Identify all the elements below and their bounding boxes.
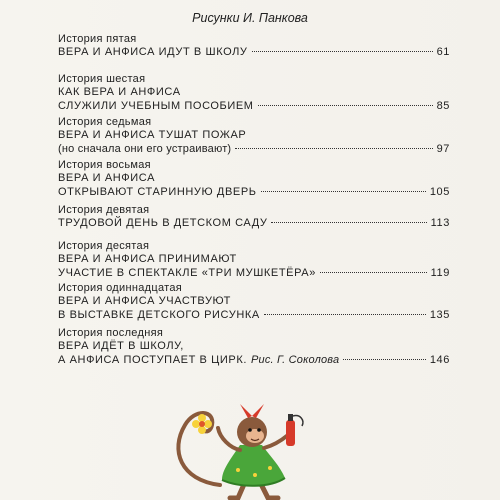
story-title: А АНФИСА ПОСТУПАЕТ В ЦИРК. xyxy=(58,353,247,366)
story-title: ВЕРА И АНФИСА xyxy=(58,172,156,184)
leader-dots xyxy=(264,314,426,315)
story-title: В ВЫСТАВКЕ ДЕТСКОГО РИСУНКА xyxy=(58,308,260,321)
page-number: 105 xyxy=(429,185,450,198)
story-title-line xyxy=(58,253,450,267)
leader-dots xyxy=(235,148,432,149)
story-title-line xyxy=(58,354,450,368)
story-title-line xyxy=(58,172,450,186)
story-title: ВЕРА ИДЁТ В ШКОЛУ, xyxy=(58,340,184,352)
story-number: История девятая xyxy=(58,204,150,216)
story-title-line xyxy=(58,217,450,231)
page-number: 85 xyxy=(436,99,450,112)
toc-entry[interactable] xyxy=(58,240,450,280)
story-title: КАК ВЕРА И АНФИСА xyxy=(58,86,181,98)
page-number: 135 xyxy=(429,308,450,321)
story-title-line xyxy=(58,86,450,100)
story-title-line xyxy=(58,129,450,143)
page-number: 119 xyxy=(430,266,450,279)
leader-dots xyxy=(258,105,433,106)
story-number: История восьмая xyxy=(58,159,151,171)
story-title: ВЕРА И АНФИСА ИДУТ В ШКОЛУ xyxy=(58,46,248,58)
story-title: ВЕРА И АНФИСА ПРИНИМАЮТ xyxy=(58,253,237,265)
story-title-line xyxy=(58,295,450,309)
story-title-line xyxy=(58,340,450,354)
page-number: 146 xyxy=(429,353,450,366)
leader-dots xyxy=(271,222,426,223)
story-title-line xyxy=(58,46,450,60)
story-number: История седьмая xyxy=(58,116,152,128)
story-number: История одиннадцатая xyxy=(58,282,183,294)
story-title-line xyxy=(58,143,450,157)
story-number: История десятая xyxy=(58,240,150,252)
story-title: ОТКРЫВАЮТ СТАРИННУЮ ДВЕРЬ xyxy=(58,185,257,198)
toc-entry[interactable] xyxy=(58,159,450,199)
toc-entry[interactable] xyxy=(58,204,450,231)
page-number: 97 xyxy=(436,142,450,155)
story-number: История шестая xyxy=(58,73,146,85)
toc-entry[interactable] xyxy=(58,282,450,322)
toc-entry[interactable] xyxy=(58,73,450,113)
illustrator-credit: Рисунки И. Панкова xyxy=(192,11,308,25)
story-title: СЛУЖИЛИ УЧЕБНЫМ ПОСОБИЕМ xyxy=(58,99,254,112)
story-title: УЧАСТИЕ В СПЕКТАКЛЕ «ТРИ МУШКЕТЁРА» xyxy=(58,266,316,279)
story-title-line xyxy=(58,100,450,114)
story-number: История последняя xyxy=(58,327,164,339)
page-number: 61 xyxy=(436,46,450,58)
story-title: ВЕРА И АНФИСА УЧАСТВУЮТ xyxy=(58,295,231,307)
leader-dots xyxy=(252,51,433,52)
story-title-line xyxy=(58,309,450,323)
toc-entry[interactable] xyxy=(58,116,450,156)
page-number: 113 xyxy=(430,217,450,229)
story-title-line xyxy=(58,267,450,281)
story-title-line xyxy=(58,186,450,200)
monkey-in-green-dress-icon xyxy=(160,390,360,500)
story-number: История пятая xyxy=(58,33,137,45)
leader-dots xyxy=(343,359,426,360)
story-title: ТРУДОВОЙ ДЕНЬ В ДЕТСКОМ САДУ xyxy=(58,217,268,229)
story-title: ВЕРА И АНФИСА ТУШАТ ПОЖАР xyxy=(58,129,247,141)
leader-dots xyxy=(261,191,426,192)
leader-dots xyxy=(320,272,427,273)
illustrator-credit-inline: Рис. Г. Соколова xyxy=(250,353,340,366)
toc-entry[interactable] xyxy=(58,33,450,60)
story-subtitle: (но сначала они его устраивают) xyxy=(58,142,232,155)
toc-entry[interactable] xyxy=(58,327,450,367)
